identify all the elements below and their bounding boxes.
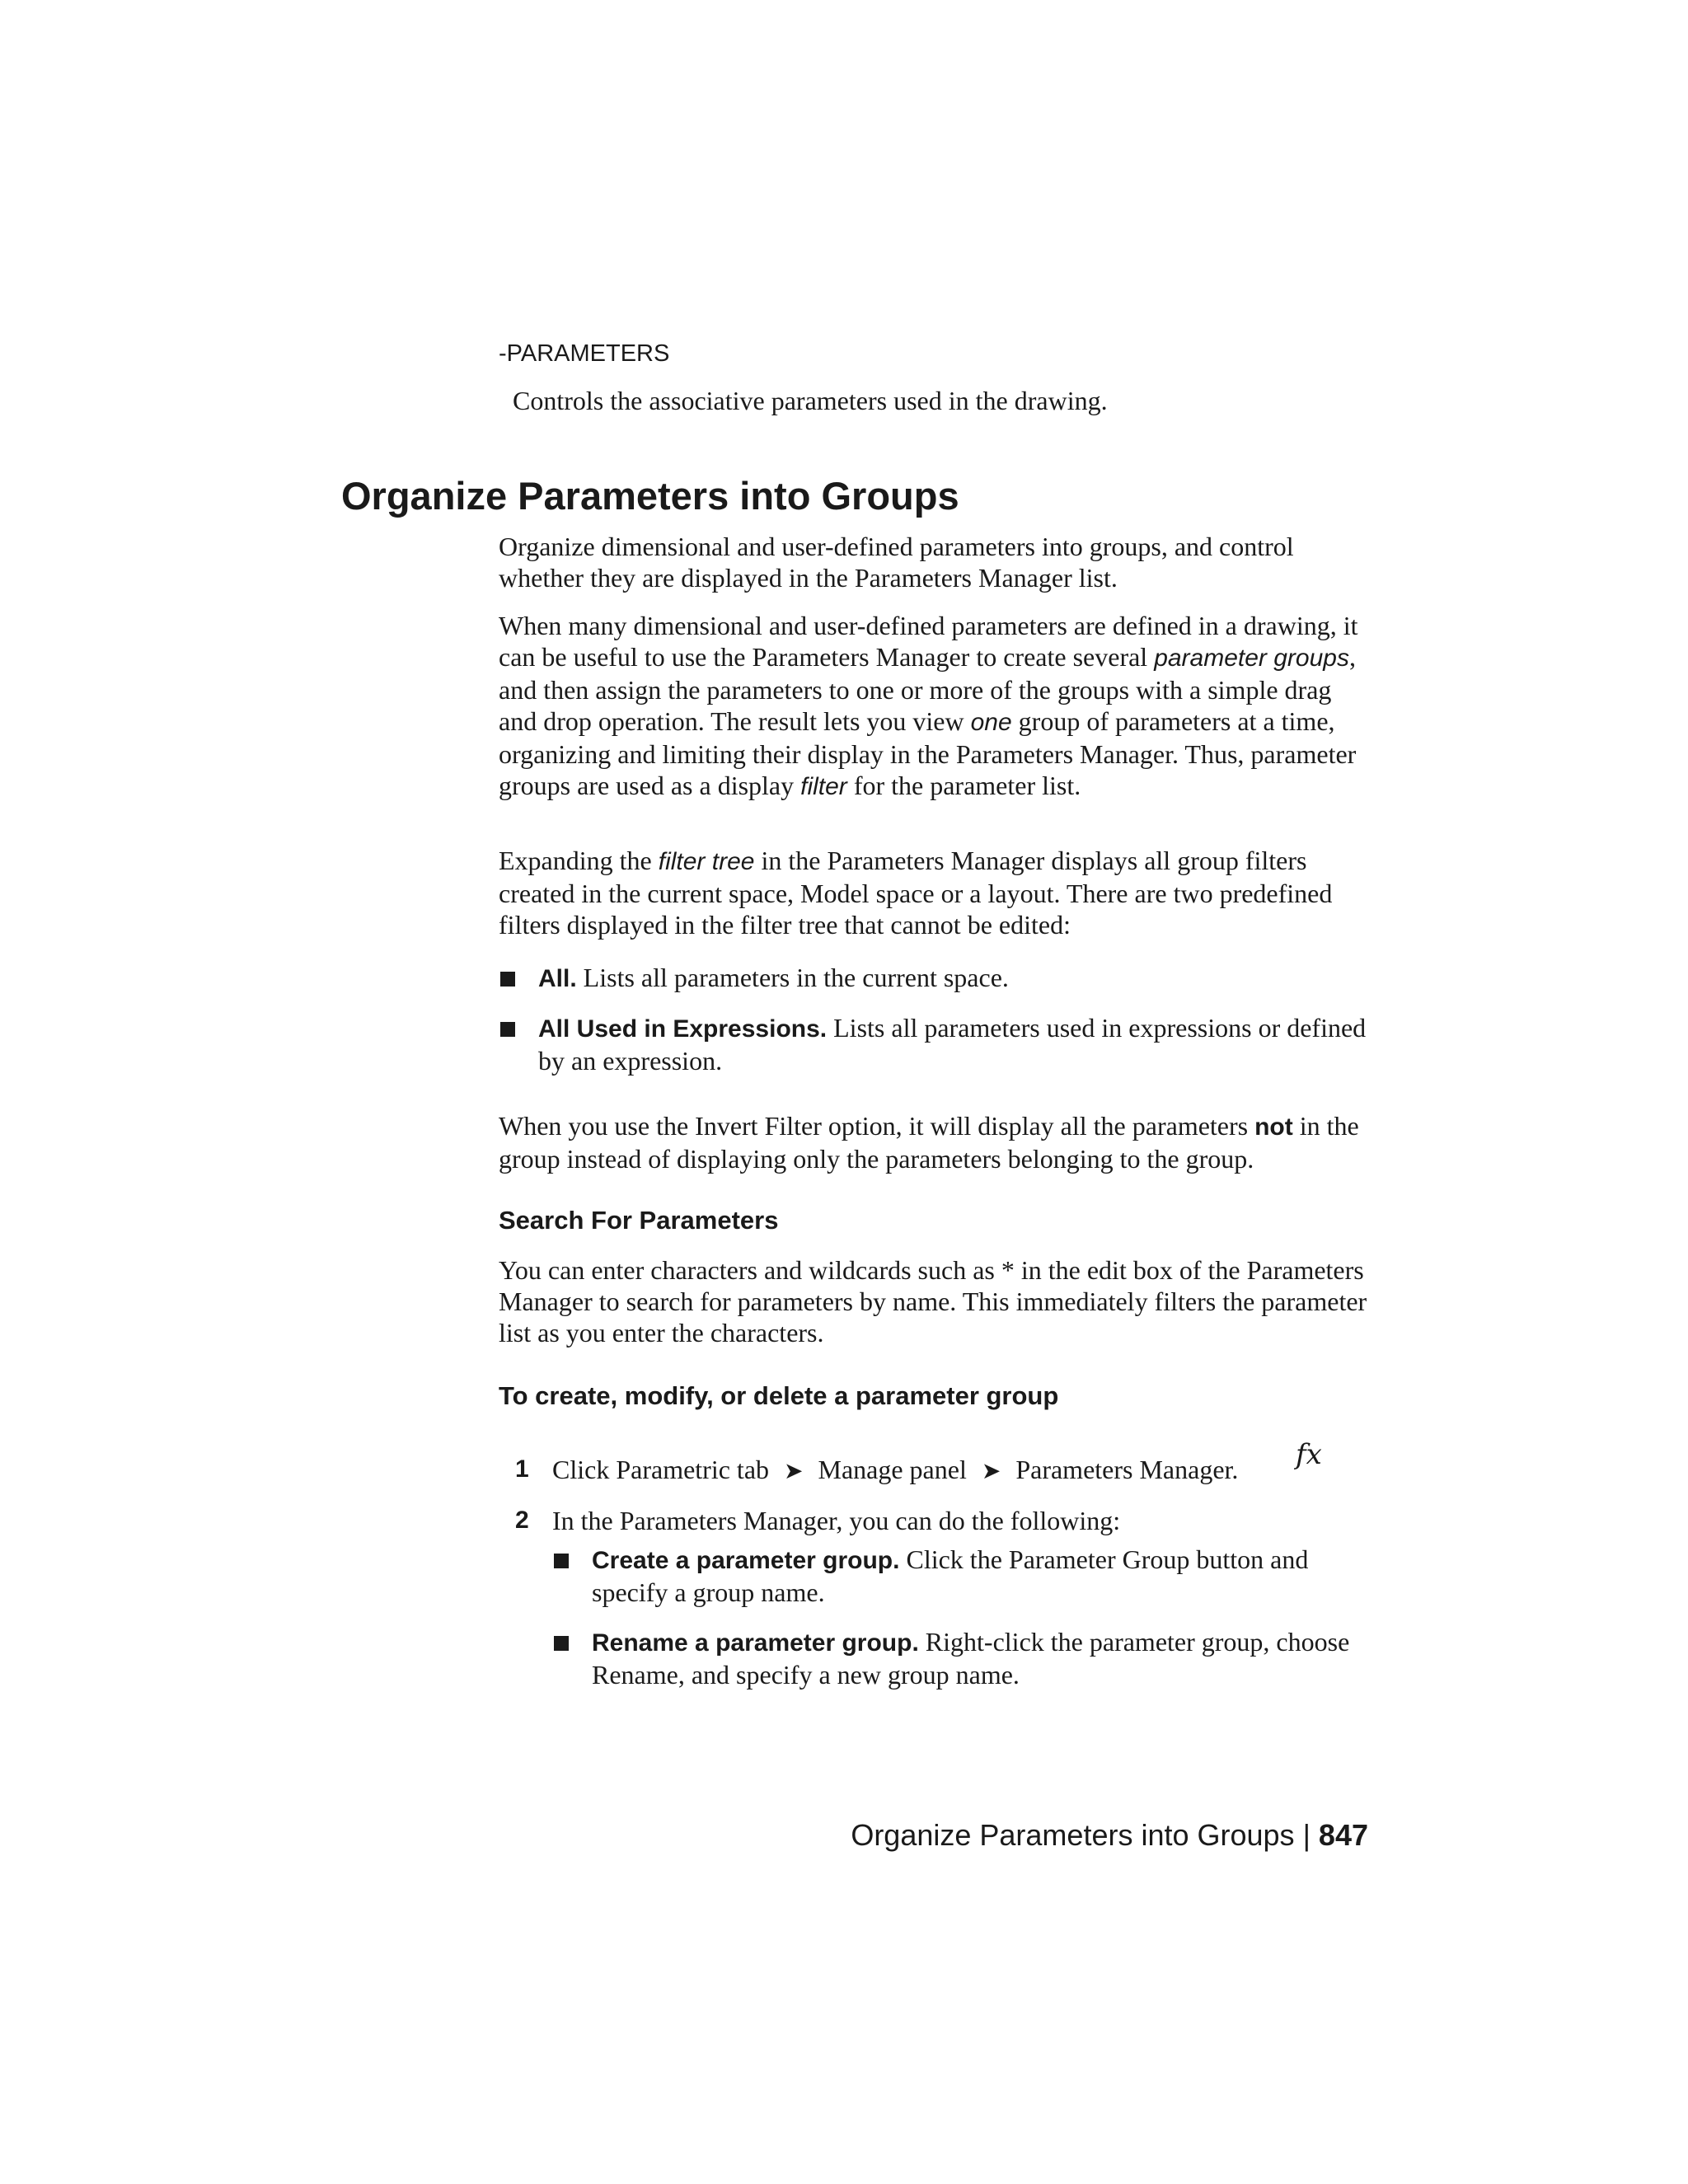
intro-paragraph [499,531,1374,593]
intro-text: Organize dimensional and user-defined parameters into groups, and control whether they are displayed in the Parameters Manager list. [499,532,1294,593]
rename-group-text: Right-click the parameter group, choose Rename, and specify a new group name. [592,1627,1350,1690]
filter-all-used-text: Lists all parameters used in expressions or defined by an expression. [538,1013,1367,1076]
filter-all-used-label: All Used in Expressions. [538,1015,828,1043]
invert-text-1: When you use the Invert Filter option, it will display all the parameters [499,1111,1255,1141]
step-1-parametric-tab: Click Parametric tab [552,1455,770,1484]
filter-all-text: Lists all parameters in the current space. [576,963,1009,992]
search-text: You can enter characters and wildcards such as * in the edit box of the Parameters Manager to search for parameters by name. This immediately filters the parameter list as you enter the characters. [499,1255,1367,1347]
step-1-parameters-manager: Parameters Manager. [1015,1455,1239,1484]
list-item [552,1626,1375,1690]
step-1-number: 1 [515,1455,529,1483]
bullet-square-icon [554,1636,569,1651]
section-title: Organize Parameters into Groups [341,474,959,518]
svg-text:fx: fx [1296,1438,1322,1471]
step-2-text: In the Parameters Manager, you can do the following: [552,1506,1121,1535]
filter-tree-text-2: in the Parameters Manager displays all group filters created in the current space, Model space or a layout. There are two predefined filters displayed in the filter tree that cannot be edited: [499,846,1333,940]
command-description: Controls the associative parameters used in the drawing. [513,386,1108,415]
term-parameter-groups: parameter groups [1154,644,1349,672]
list-item [499,962,1374,995]
term-one: one [970,709,1012,736]
footer-title: Organize Parameters into Groups [851,1818,1295,1852]
arrow-right-icon: ➤ [981,1457,1001,1484]
filter-all-label: All. [538,965,577,992]
invert-filter-text [499,1110,1374,1174]
groups-paragraph [499,610,1374,803]
invert-text-2: in the group instead of displaying only the parameters belonging to the group. [499,1111,1359,1174]
list-item [552,1544,1375,1608]
term-filter-tree: filter tree [658,848,755,875]
term-not: not [1254,1113,1293,1141]
groups-text-4: for the parameter list. [846,771,1081,800]
groups-text-1: When many dimensional and user-defined parameters are defined in a drawing, it can be useful to use the Parameters Manager to create several [499,611,1358,672]
bullet-square-icon [500,1022,515,1037]
step-1-manage-panel: Manage panel [818,1455,967,1484]
filter-tree-paragraph [499,845,1374,940]
create-group-label: Create a parameter group. [592,1547,900,1574]
footer-separator: | [1302,1818,1311,1852]
bullet-square-icon [500,972,515,987]
procedure-heading: To create, modify, or delete a parameter group [499,1381,1059,1410]
filter-tree-text-1: Expanding the [499,846,659,875]
arrow-right-icon: ➤ [784,1457,804,1484]
search-paragraph [499,1254,1374,1348]
search-heading: Search For Parameters [499,1206,779,1235]
page-footer [851,1818,1368,1853]
term-filter: filter [800,773,847,800]
filter-tree-text [499,845,1374,940]
fx-icon [1294,1436,1332,1474]
step-2-number: 2 [515,1507,529,1534]
command-name: -PARAMETERS [499,340,670,367]
page-number: 847 [1318,1818,1368,1852]
bullet-square-icon [554,1554,569,1568]
step-1-text [552,1454,1238,1487]
create-group-text: Click the Parameter Group button and specify a group name. [592,1544,1309,1607]
groups-text [499,610,1374,803]
invert-filter-paragraph [499,1110,1374,1174]
groups-text-3: group of parameters at a time, organizing and limiting their display in the Parameters Manager. Thus, parameter groups are used as a display [499,706,1357,800]
list-item [499,1012,1374,1076]
groups-text-2: , and then assign the parameters to one or more of the groups with a simple drag and drop operation. The result lets you view [499,642,1356,736]
rename-group-label: Rename a parameter group. [592,1629,919,1657]
